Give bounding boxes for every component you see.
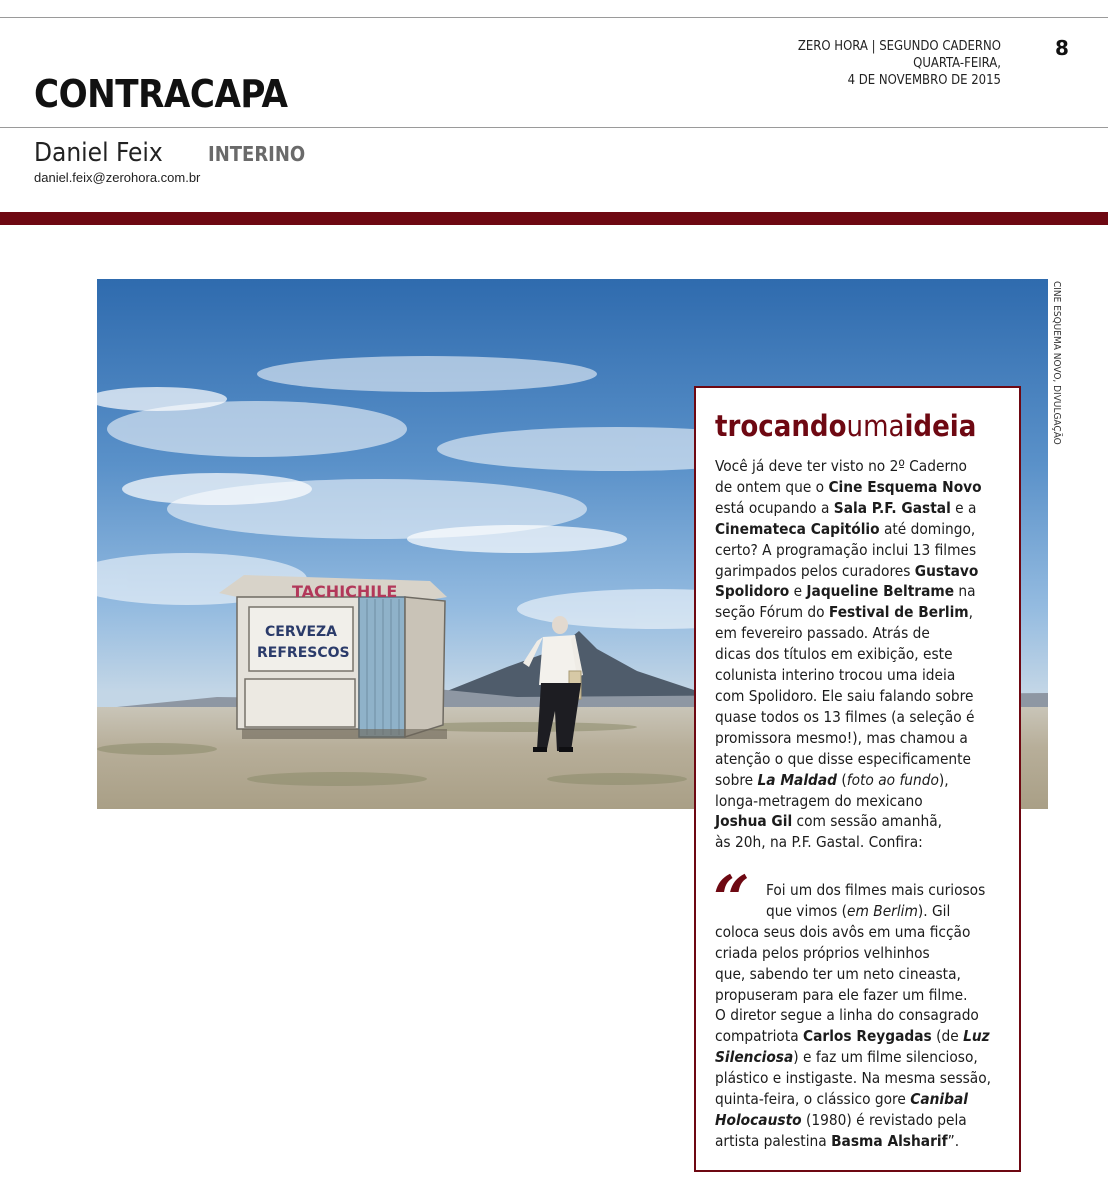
box-title-part1: trocando	[715, 409, 847, 443]
text-run: foto ao fundo	[846, 770, 939, 789]
text-run: garimpados pelos curadores	[715, 561, 915, 580]
text-run: Você já deve ter visto no 2º Caderno	[715, 457, 967, 475]
text-run: Basma Alsharif	[831, 1131, 948, 1150]
text-line	[715, 985, 1007, 1006]
text-run: às 20h, na P.F. Gastal. Confira:	[715, 833, 923, 852]
text-run: quinta-feira, o clássico gore	[715, 1090, 911, 1109]
text-line	[715, 540, 1007, 561]
author-role: INTERINO	[208, 142, 306, 166]
box-intro-text	[715, 456, 1007, 853]
text-run: e	[789, 582, 807, 601]
issue-date: 4 DE NOVEMBRO DE 2015	[847, 73, 1001, 88]
text-line	[715, 498, 1007, 519]
weekday: QUARTA-FEIRA,	[913, 56, 1001, 71]
text-run: quase todos os 13 filmes (a seleção é	[715, 707, 975, 726]
text-run: atenção o que disse especificamente	[715, 749, 972, 768]
text-run: que vimos (	[766, 901, 848, 920]
text-run: com Spolidoro. Ele saiu falando sobre	[715, 686, 974, 705]
text-run: promissora mesmo!), mas chamou a	[715, 728, 968, 747]
text-run: compatriota	[715, 1027, 804, 1046]
kiosk-sign-line2: REFRESCOS	[257, 645, 350, 661]
text-run: Festival de Berlim	[828, 603, 969, 622]
text-line	[715, 770, 1007, 791]
text-line	[715, 901, 1007, 922]
text-line	[715, 1131, 1007, 1152]
text-run: ) e faz um filme silencioso,	[793, 1048, 978, 1067]
text-line	[715, 686, 1007, 707]
section-title: CONTRACAPA	[34, 72, 288, 116]
kiosk-sign-top: TACHICHILE	[292, 582, 398, 601]
text-line	[715, 1089, 1007, 1110]
text-run: seção Fórum do	[715, 603, 829, 622]
text-run: certo? A programação inclui 13 filmes	[715, 540, 977, 559]
text-run: Sala P.F. Gastal	[833, 498, 951, 517]
text-line	[715, 1005, 1007, 1026]
text-line	[715, 1068, 1007, 1089]
text-line	[715, 665, 1007, 686]
text-run: plástico e instigaste. Na mesma sessão,	[715, 1069, 992, 1088]
text-run: com sessão amanhã,	[792, 812, 943, 831]
text-run: em fevereiro passado. Atrás de	[715, 624, 930, 643]
text-run: Carlos Reygadas	[803, 1027, 932, 1046]
text-run: (de	[931, 1027, 964, 1046]
text-line	[715, 1026, 1007, 1047]
text-run: Spolidoro	[715, 582, 790, 601]
text-run: coloca seus dois avôs em uma ficção	[715, 922, 971, 941]
text-line	[715, 707, 1007, 728]
text-line	[715, 561, 1007, 582]
quote-mark-icon: “	[713, 862, 750, 937]
photo-credit	[1050, 281, 1064, 451]
text-run: sobre	[715, 770, 758, 789]
text-line	[715, 519, 1007, 540]
box-title-part3: ideia	[904, 409, 977, 443]
text-line	[715, 832, 1007, 853]
text-run: Gustavo	[914, 561, 979, 580]
accent-bar	[0, 212, 1108, 225]
author-name: Daniel Feix	[34, 138, 163, 168]
text-run: está ocupando a	[715, 498, 834, 517]
text-line	[715, 581, 1007, 602]
publication-name: ZERO HORA | SEGUNDO CADERNO	[797, 39, 1001, 54]
text-line	[715, 644, 1007, 665]
text-run: ). Gil	[917, 901, 951, 920]
text-run: criada pelos próprios velhinhos	[715, 943, 930, 962]
photo-credit-text: CINE ESQUEMA NOVO, DIVULGAÇÃO	[1051, 281, 1062, 445]
text-run: Luz	[963, 1027, 990, 1046]
text-run: O diretor segue a linha do consagrado	[715, 1006, 979, 1025]
text-run: em Berlim	[847, 901, 918, 920]
masthead	[798, 38, 1001, 89]
text-run: Jaqueline Beltrame	[806, 582, 955, 601]
page-number: 8	[1055, 36, 1069, 60]
text-run: na	[954, 582, 976, 601]
text-run: Foi um dos filmes mais curiosos	[766, 881, 986, 899]
text-run: ),	[938, 770, 949, 789]
text-run: até domingo,	[879, 519, 976, 538]
text-run: La Maldad	[757, 770, 838, 789]
text-run: artista palestina	[715, 1131, 832, 1150]
text-run: ,	[968, 603, 973, 622]
text-run: (1980) é revistado pela	[801, 1110, 967, 1129]
text-line	[715, 943, 1007, 964]
text-run: longa-metragem do mexicano	[715, 791, 923, 810]
text-line	[715, 964, 1007, 985]
text-run: colunista interino trocou uma ideia	[715, 666, 956, 685]
text-run: ”.	[947, 1131, 960, 1150]
text-line	[715, 623, 1007, 644]
text-run: e a	[950, 498, 977, 517]
text-line	[715, 477, 1007, 498]
top-rule	[0, 17, 1108, 18]
text-line	[715, 749, 1007, 770]
text-line	[715, 602, 1007, 623]
box-title	[715, 408, 976, 444]
text-run: Joshua Gil	[715, 812, 793, 831]
text-line	[715, 1110, 1007, 1131]
text-run: Cine Esquema Novo	[828, 477, 982, 496]
text-line	[715, 456, 1007, 477]
text-run: de ontem que o	[715, 477, 829, 496]
box-quote-text	[715, 880, 1007, 1152]
kiosk-sign-line1: CERVEZA	[265, 624, 338, 640]
text-run: Canibal	[910, 1090, 968, 1109]
text-run: Holocausto	[715, 1110, 802, 1129]
text-run: que, sabendo ter um neto cineasta,	[715, 964, 961, 983]
header-rule	[0, 127, 1108, 128]
text-run: dicas dos títulos em exibição, este	[715, 645, 953, 664]
text-line	[715, 811, 1007, 832]
text-run: Silenciosa	[715, 1048, 794, 1067]
text-line	[715, 791, 1007, 812]
text-run: propuseram para ele fazer um filme.	[715, 985, 968, 1004]
text-line	[715, 1047, 1007, 1068]
box-title-part2: uma	[846, 409, 905, 443]
sidebar-box	[694, 386, 1021, 1172]
text-run: Cinemateca Capitólio	[715, 519, 880, 538]
text-line	[715, 922, 1007, 943]
author-email[interactable]: daniel.feix@zerohora.com.br	[34, 170, 201, 185]
text-run: (	[837, 770, 847, 789]
text-line	[715, 728, 1007, 749]
text-line	[715, 880, 1007, 901]
